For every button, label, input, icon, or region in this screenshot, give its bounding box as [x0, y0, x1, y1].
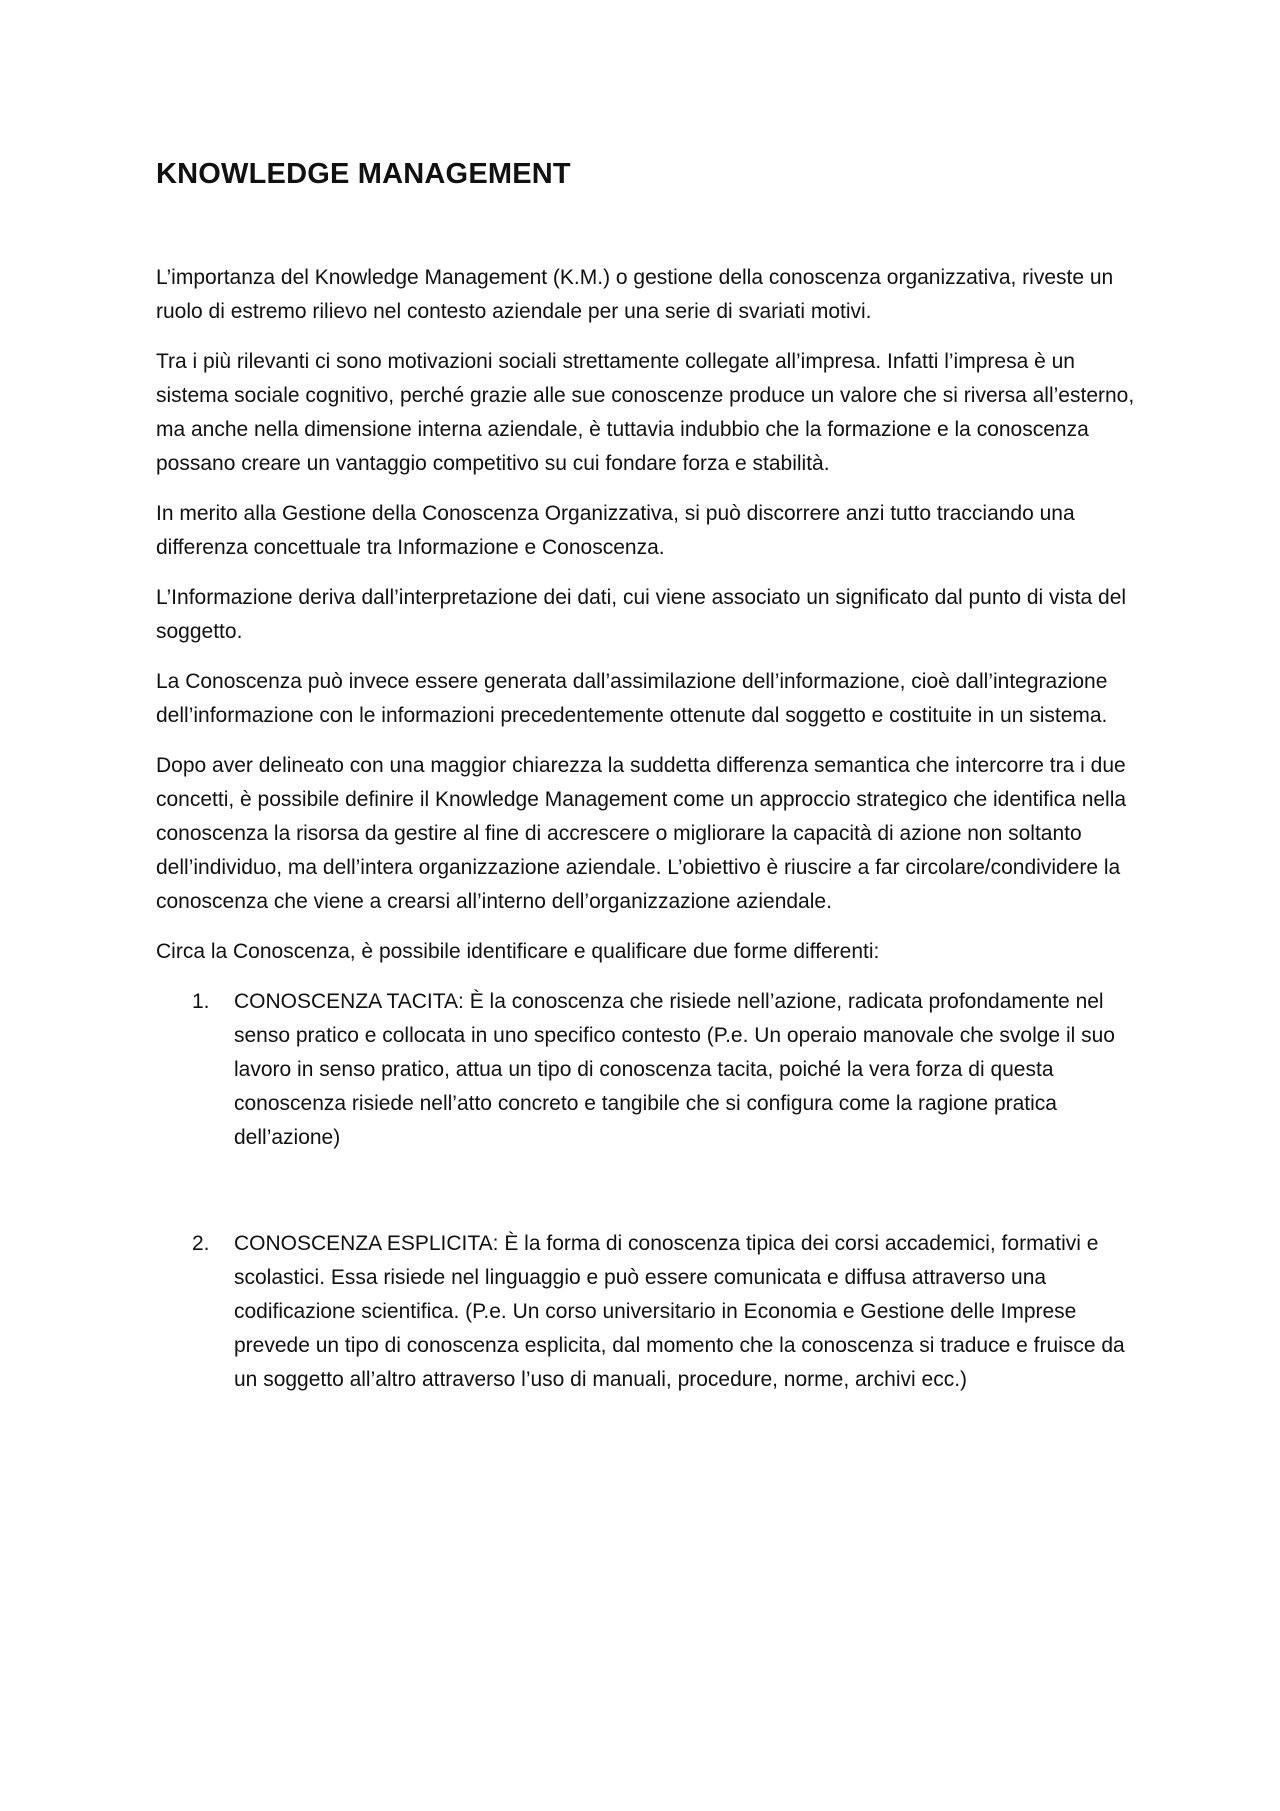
- list-item: [156, 985, 1136, 1155]
- document-title: KNOWLEDGE MANAGEMENT: [156, 158, 571, 190]
- paragraph-information-vs-knowledge: In merito alla Gestione della Conoscenza Organizzativa, si può discorrere anzi tutto tracciando una differenza concettuale tra Informazione e Conoscenza.: [156, 502, 1075, 559]
- list-item-text-explicit: CONOSCENZA ESPLICITA: È la forma di conoscenza tipica dei corsi accademici, formativi e scolastici. Essa risiede nel linguaggio e può essere comunicata e diffusa attraverso una codificazione scientifica. (P.e. Un corso universitario in Economia e Gestione delle Imprese prevede un tipo di conoscenza esplicita, dal momento che la conoscenza si traduce e fruisce da un soggetto all’altro attraverso l’uso di manuali, procedure, norme, archivi ecc.): [234, 1232, 1125, 1391]
- paragraph-two-forms-intro: Circa la Conoscenza, è possibile identificare e qualificare due forme differenti:: [156, 940, 880, 963]
- list-item-text-tacit: CONOSCENZA TACITA: È la conoscenza che risiede nell’azione, radicata profondamente nel senso pratico e collocata in uno specifico contesto (P.e. Un operaio manovale che svolge il suo lavoro in senso pratico, attua un tipo di conoscenza tacita, poiché la vera forza di questa conoscenza risiede nell’atto concreto e tangibile che si configura come la ragione pratica dell’azione): [234, 990, 1115, 1149]
- paragraph-km-definition: Dopo aver delineato con una maggior chiarezza la suddetta differenza semantica che intercorre tra i due concetti, è possibile definire il Knowledge Management come un approccio strategico che identifica nella conoscenza la risorsa da gestire al fine di accrescere o migliorare la capacità di azione non soltanto dell’individuo, ma dell’intera organizzazione aziendale. L’obiettivo è riuscire a far circolare/condividere la conoscenza che viene a crearsi all’interno dell’organizzazione aziendale.: [156, 754, 1127, 913]
- paragraph-social-motivations: Tra i più rilevanti ci sono motivazioni sociali strettamente collegate all’impresa. Infatti l’impresa è un sistema sociale cognitivo, perché grazie alle sue conoscenze produce un valore che si riversa all’esterno, ma anche nella dimensione interna aziendale, è tuttavia indubbio che la formazione e la conoscenza possano creare un vantaggio competitivo su cui fondare forza e stabilità.: [156, 350, 1135, 475]
- document-page: [156, 158, 1136, 1397]
- paragraph-information-definition: L’Informazione deriva dall’interpretazione dei dati, cui viene associato un significato dal punto di vista del soggetto.: [156, 586, 1127, 643]
- list-item: [156, 1227, 1136, 1397]
- paragraph-knowledge-definition: La Conoscenza può invece essere generata dall’assimilazione dell’informazione, cioè dall’integrazione dell’informazione con le informazioni precedentemente ottenute dal soggetto e costituite in un sistema.: [156, 670, 1108, 727]
- list-item-number: 1.: [192, 990, 210, 1013]
- knowledge-forms-list: [156, 985, 1136, 1397]
- list-item-number: 2.: [192, 1232, 210, 1255]
- paragraph-importance: L’importanza del Knowledge Management (K.M.) o gestione della conoscenza organizzativa, riveste un ruolo di estremo rilievo nel contesto aziendale per una serie di svariati motivi.: [156, 266, 1114, 323]
